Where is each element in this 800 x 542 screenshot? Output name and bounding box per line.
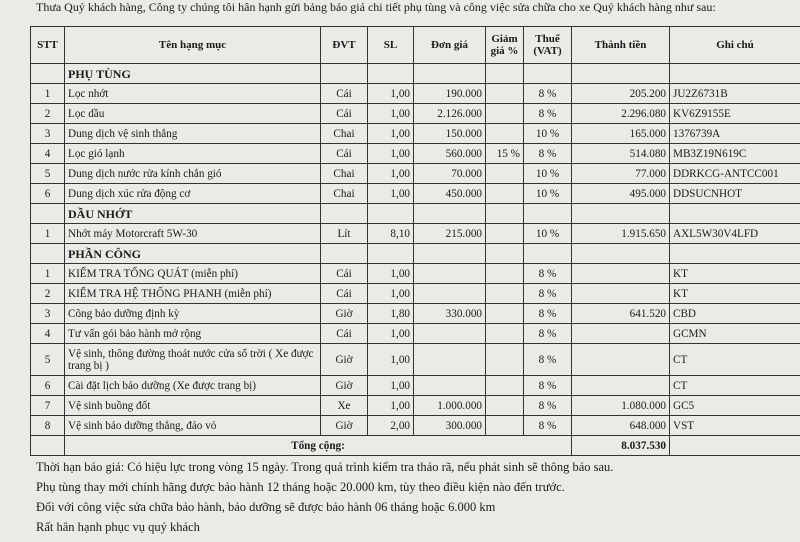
cell-stt: 3 bbox=[31, 304, 65, 324]
cell-price: 2.126.000 bbox=[414, 104, 486, 124]
cell-vat: 8 % bbox=[524, 376, 572, 396]
cell-item: Dung dịch vệ sinh thắng bbox=[65, 124, 321, 144]
table-row bbox=[31, 416, 800, 436]
cell-discount bbox=[486, 224, 524, 244]
cell-price: 560.000 bbox=[414, 144, 486, 164]
cell-note: CT bbox=[670, 344, 800, 376]
cell-note: CBD bbox=[670, 304, 800, 324]
table-row bbox=[31, 84, 800, 104]
header-row bbox=[31, 27, 800, 64]
quote-table bbox=[30, 26, 800, 456]
cell-price bbox=[414, 376, 486, 396]
cell-note: CT bbox=[670, 376, 800, 396]
cell-stt: 5 bbox=[31, 164, 65, 184]
total-row bbox=[31, 436, 800, 456]
cell-unit: Giờ bbox=[321, 376, 368, 396]
cell-discount bbox=[486, 84, 524, 104]
cell-item: Dung dịch nước rửa kính chắn gió bbox=[65, 164, 321, 184]
section-title: PHẦN CÔNG bbox=[65, 244, 321, 264]
cell-vat: 10 % bbox=[524, 164, 572, 184]
cell-note: JU2Z6731B bbox=[670, 84, 800, 104]
cell-amount bbox=[572, 344, 670, 376]
cell-vat: 8 % bbox=[524, 264, 572, 284]
cell-note: VST bbox=[670, 416, 800, 436]
table-row bbox=[31, 124, 800, 144]
table-row bbox=[31, 264, 800, 284]
section-empty-cell bbox=[31, 244, 65, 264]
section-empty-cell bbox=[572, 244, 670, 264]
header-unit: ĐVT bbox=[321, 27, 368, 64]
cell-stt: 4 bbox=[31, 324, 65, 344]
table-row bbox=[31, 284, 800, 304]
cell-qty: 1,00 bbox=[368, 84, 414, 104]
cell-note: KV6Z9155E bbox=[670, 104, 800, 124]
section-empty-cell bbox=[524, 204, 572, 224]
table-row bbox=[31, 144, 800, 164]
cell-price bbox=[414, 284, 486, 304]
header-note: Ghi chú bbox=[670, 27, 800, 64]
cell-price bbox=[414, 324, 486, 344]
cell-discount bbox=[486, 376, 524, 396]
section-empty-cell bbox=[524, 64, 572, 84]
cell-unit: Cái bbox=[321, 104, 368, 124]
note-line: Phụ tùng thay mới chính hãng được bảo hành 12 tháng hoặc 20.000 km, tùy theo điều kiện nào đến trước. bbox=[36, 480, 565, 494]
header-qty: SL bbox=[368, 27, 414, 64]
cell-amount: 77.000 bbox=[572, 164, 670, 184]
cell-discount bbox=[486, 324, 524, 344]
note-line: Đối với công việc sửa chữa bảo hành, bảo dưỡng sẽ được bảo hành 06 tháng hoặc 6.000 km bbox=[36, 500, 496, 514]
cell-item: Vệ sinh bảo dưỡng thắng, đảo vỏ bbox=[65, 416, 321, 436]
cell-item: Vệ sinh, thông đường thoát nước cửa sổ trời ( Xe được trang bị ) bbox=[65, 344, 321, 376]
cell-discount bbox=[486, 416, 524, 436]
header-discount: Giảm giá % bbox=[486, 27, 524, 64]
cell-unit: Cái bbox=[321, 264, 368, 284]
note-line: Rất hân hạnh phục vụ quý khách bbox=[36, 520, 200, 534]
cell-note: KT bbox=[670, 264, 800, 284]
cell-vat: 8 % bbox=[524, 104, 572, 124]
section-empty-cell bbox=[670, 244, 800, 264]
note-line: Thời hạn báo giá: Có hiệu lực trong vòng 15 ngày. Trong quá trình kiểm tra tháo rã, nếu phát sinh sẽ thông báo sau. bbox=[36, 460, 614, 474]
cell-note: GC5 bbox=[670, 396, 800, 416]
cell-stt: 7 bbox=[31, 396, 65, 416]
cell-discount bbox=[486, 304, 524, 324]
section-title: PHỤ TÙNG bbox=[65, 64, 321, 84]
section-empty-cell bbox=[31, 64, 65, 84]
cell-item: Dung dịch xúc rửa động cơ bbox=[65, 184, 321, 204]
section-empty-cell bbox=[572, 204, 670, 224]
cell-unit: Cái bbox=[321, 324, 368, 344]
notes bbox=[36, 457, 796, 537]
section-empty-cell bbox=[486, 204, 524, 224]
section-title: DẦU NHỚT bbox=[65, 204, 321, 224]
header-vat: Thuế (VAT) bbox=[524, 27, 572, 64]
section-empty-cell bbox=[321, 244, 368, 264]
section-row bbox=[31, 64, 800, 84]
cell-qty: 1,00 bbox=[368, 144, 414, 164]
cell-item: Lọc nhớt bbox=[65, 84, 321, 104]
cell-note: KT bbox=[670, 284, 800, 304]
cell-price: 330.000 bbox=[414, 304, 486, 324]
section-empty-cell bbox=[572, 64, 670, 84]
table-row bbox=[31, 344, 800, 376]
cell-price: 150.000 bbox=[414, 124, 486, 144]
cell-vat: 8 % bbox=[524, 84, 572, 104]
table-row bbox=[31, 324, 800, 344]
table-row bbox=[31, 164, 800, 184]
cell-unit: Cái bbox=[321, 144, 368, 164]
header-stt: STT bbox=[31, 27, 65, 64]
cell-note: DDSUCNHOT bbox=[670, 184, 800, 204]
cell-unit: Giờ bbox=[321, 344, 368, 376]
cell-unit: Chai bbox=[321, 164, 368, 184]
cell-item: Lọc gió lạnh bbox=[65, 144, 321, 164]
cell-qty: 1,00 bbox=[368, 324, 414, 344]
cell-stt: 2 bbox=[31, 284, 65, 304]
cell-note: AXL5W30V4LFD bbox=[670, 224, 800, 244]
cell-vat: 8 % bbox=[524, 416, 572, 436]
cell-stt: 2 bbox=[31, 104, 65, 124]
cell-amount: 2.296.080 bbox=[572, 104, 670, 124]
cell-price: 1.000.000 bbox=[414, 396, 486, 416]
cell-qty: 1,00 bbox=[368, 124, 414, 144]
cell-qty: 1,00 bbox=[368, 344, 414, 376]
cell-vat: 10 % bbox=[524, 124, 572, 144]
cell-amount: 1.915.650 bbox=[572, 224, 670, 244]
cell-qty: 1,80 bbox=[368, 304, 414, 324]
cell-amount: 205.200 bbox=[572, 84, 670, 104]
cell-stt: 8 bbox=[31, 416, 65, 436]
table-row bbox=[31, 104, 800, 124]
section-empty-cell bbox=[321, 64, 368, 84]
section-row bbox=[31, 244, 800, 264]
cell-qty: 1,00 bbox=[368, 104, 414, 124]
cell-price bbox=[414, 264, 486, 284]
cell-unit: Lít bbox=[321, 224, 368, 244]
cell-stt: 1 bbox=[31, 224, 65, 244]
section-empty-cell bbox=[368, 244, 414, 264]
cell-item: Công bảo dưỡng định kỳ bbox=[65, 304, 321, 324]
cell-price: 300.000 bbox=[414, 416, 486, 436]
cell-discount bbox=[486, 344, 524, 376]
section-empty-cell bbox=[670, 64, 800, 84]
cell-note: GCMN bbox=[670, 324, 800, 344]
header-price: Đơn giá bbox=[414, 27, 486, 64]
cell-item: Vệ sinh buồng đốt bbox=[65, 396, 321, 416]
section-empty-cell bbox=[414, 204, 486, 224]
cell-stt: 1 bbox=[31, 264, 65, 284]
cell-unit: Xe bbox=[321, 396, 368, 416]
cell-qty: 2,00 bbox=[368, 416, 414, 436]
cell-discount bbox=[486, 124, 524, 144]
cell-vat: 8 % bbox=[524, 396, 572, 416]
cell-amount bbox=[572, 284, 670, 304]
cell-discount bbox=[486, 104, 524, 124]
cell-discount bbox=[486, 396, 524, 416]
section-empty-cell bbox=[486, 244, 524, 264]
cell-item: KIỂM TRA HỆ THỐNG PHANH (miễn phí) bbox=[65, 284, 321, 304]
table-row bbox=[31, 184, 800, 204]
cell-item: Cài đặt lịch bảo dưỡng (Xe được trang bị) bbox=[65, 376, 321, 396]
table-row bbox=[31, 304, 800, 324]
section-empty-cell bbox=[486, 64, 524, 84]
cell-amount: 165.000 bbox=[572, 124, 670, 144]
table-body bbox=[31, 64, 800, 436]
table-row bbox=[31, 224, 800, 244]
cell-qty: 1,00 bbox=[368, 376, 414, 396]
section-empty-cell bbox=[368, 64, 414, 84]
cell-unit: Giờ bbox=[321, 416, 368, 436]
cell-price: 70.000 bbox=[414, 164, 486, 184]
cell-amount: 514.080 bbox=[572, 144, 670, 164]
section-empty-cell bbox=[414, 64, 486, 84]
cell-amount: 648.000 bbox=[572, 416, 670, 436]
cell-note: DDRKCG-ANTCC001 bbox=[670, 164, 800, 184]
cell-stt: 5 bbox=[31, 344, 65, 376]
header-item: Tên hạng mục bbox=[65, 27, 321, 64]
section-row bbox=[31, 204, 800, 224]
section-empty-cell bbox=[321, 204, 368, 224]
cell-amount: 641.520 bbox=[572, 304, 670, 324]
cell-vat: 8 % bbox=[524, 324, 572, 344]
cell-stt: 1 bbox=[31, 84, 65, 104]
cell-unit: Chai bbox=[321, 184, 368, 204]
cell-amount: 495.000 bbox=[572, 184, 670, 204]
cell-qty: 1,00 bbox=[368, 164, 414, 184]
cell-stt: 6 bbox=[31, 184, 65, 204]
cell-amount: 1.080.000 bbox=[572, 396, 670, 416]
cell-item: KIỂM TRA TỔNG QUÁT (miễn phí) bbox=[65, 264, 321, 284]
total-empty-cell bbox=[31, 436, 65, 456]
cell-discount bbox=[486, 264, 524, 284]
cell-vat: 8 % bbox=[524, 304, 572, 324]
cell-unit: Chai bbox=[321, 124, 368, 144]
total-note-cell bbox=[670, 436, 800, 456]
header-amount: Thành tiền bbox=[572, 27, 670, 64]
cell-vat: 8 % bbox=[524, 144, 572, 164]
cell-price bbox=[414, 344, 486, 376]
total-amount: 8.037.530 bbox=[572, 436, 670, 456]
section-empty-cell bbox=[524, 244, 572, 264]
cell-qty: 1,00 bbox=[368, 264, 414, 284]
cell-price: 215.000 bbox=[414, 224, 486, 244]
section-empty-cell bbox=[31, 204, 65, 224]
cell-price: 450.000 bbox=[414, 184, 486, 204]
cell-amount bbox=[572, 324, 670, 344]
cell-stt: 3 bbox=[31, 124, 65, 144]
section-empty-cell bbox=[368, 204, 414, 224]
cell-amount bbox=[572, 376, 670, 396]
cell-stt: 4 bbox=[31, 144, 65, 164]
section-empty-cell bbox=[414, 244, 486, 264]
intro-text: Thưa Quý khách hàng, Công ty chúng tôi hân hạnh gửi bảng báo giá chi tiết phụ tùng và công việc sửa chữa cho xe Quý khách hàng như sau: bbox=[36, 0, 716, 14]
cell-discount: 15 % bbox=[486, 144, 524, 164]
cell-note: MB3Z19N619C bbox=[670, 144, 800, 164]
cell-item: Tư vấn gói bảo hành mở rộng bbox=[65, 324, 321, 344]
cell-vat: 10 % bbox=[524, 184, 572, 204]
cell-note: 1376739A bbox=[670, 124, 800, 144]
cell-item: Lọc dầu bbox=[65, 104, 321, 124]
cell-unit: Cái bbox=[321, 84, 368, 104]
cell-item: Nhớt máy Motorcraft 5W-30 bbox=[65, 224, 321, 244]
cell-qty: 8,10 bbox=[368, 224, 414, 244]
cell-vat: 10 % bbox=[524, 224, 572, 244]
cell-vat: 8 % bbox=[524, 344, 572, 376]
table-row bbox=[31, 376, 800, 396]
cell-discount bbox=[486, 284, 524, 304]
cell-price: 190.000 bbox=[414, 84, 486, 104]
cell-unit: Cái bbox=[321, 284, 368, 304]
cell-stt: 6 bbox=[31, 376, 65, 396]
cell-discount bbox=[486, 184, 524, 204]
cell-discount bbox=[486, 164, 524, 184]
cell-qty: 1,00 bbox=[368, 184, 414, 204]
cell-qty: 1,00 bbox=[368, 284, 414, 304]
cell-unit: Giờ bbox=[321, 304, 368, 324]
section-empty-cell bbox=[670, 204, 800, 224]
cell-vat: 8 % bbox=[524, 284, 572, 304]
table-row bbox=[31, 396, 800, 416]
total-label: Tổng cộng: bbox=[65, 436, 572, 456]
cell-qty: 1,00 bbox=[368, 396, 414, 416]
cell-amount bbox=[572, 264, 670, 284]
